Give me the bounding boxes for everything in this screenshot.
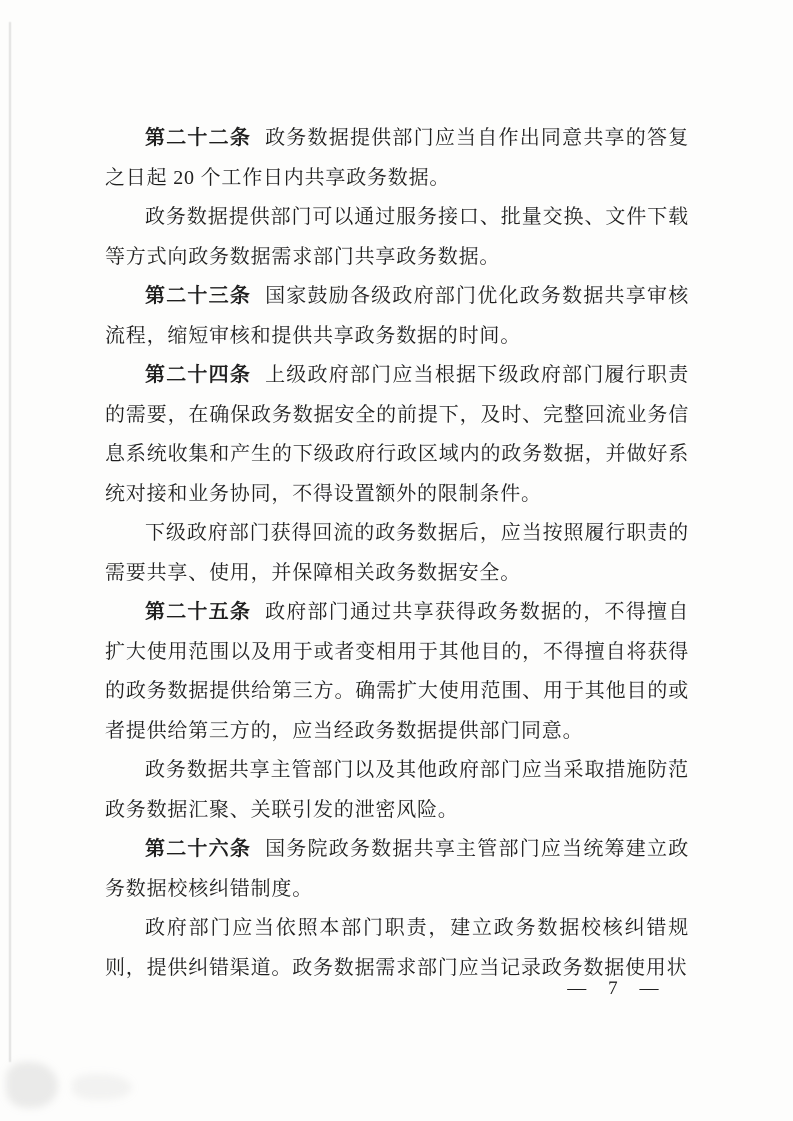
article-paragraph: 第二十二条 政务数据提供部门应当自作出同意共享的答复之日起 20 个工作日内共享政务数据。 xyxy=(105,127,690,189)
scan-artifact-smudge xyxy=(72,1074,132,1100)
body-paragraph: 政务数据提供部门可以通过服务接口、批量交换、文件下载等方式向政务数据需求部门共享政务数据。 xyxy=(105,206,689,268)
page-number: — 7 — xyxy=(567,978,667,999)
body-paragraph: 政府部门应当依照本部门职责，建立政务数据校核纠错规则，提供纠错渠道。政务数据需求部门应当记录政务数据使用状 xyxy=(105,917,689,979)
article-paragraph: 第二十四条 上级政府部门应当根据下级政府部门履行职责的需要，在确保政务数据安全的前提下，及时、完整回流业务信息系统收集和产生的下级政府行政区域内的政务数据，并做好系统对接和业务协同，不得设置额外的限制条件。 xyxy=(105,364,690,505)
article-number: 第二十六条 xyxy=(145,838,252,860)
body-paragraph: 下级政府部门获得回流的政务数据后，应当按照履行职责的需要共享、使用，并保障相关政务数据安全。 xyxy=(105,522,689,584)
article-paragraph: 第二十五条 政府部门通过共享获得政务数据的，不得擅自扩大使用范围以及用于或者变相用于其他目的，不得擅自将获得的政务数据提供给第三方。确需扩大使用范围、用于其他目的或者提供给第三方的，应当经政务数据提供部门同意。 xyxy=(105,601,690,742)
scan-artifact-left-edge xyxy=(9,22,11,1062)
article-number: 第二十三条 xyxy=(145,285,252,307)
article-number: 第二十四条 xyxy=(145,364,252,386)
article-number: 第二十五条 xyxy=(145,601,252,623)
article-number: 第二十二条 xyxy=(145,127,252,149)
article-paragraph: 第二十三条 国家鼓励各级政府部门优化政务数据共享审核流程，缩短审核和提供共享政务数据的时间。 xyxy=(105,285,690,347)
body-paragraph: 政务数据共享主管部门以及其他政府部门应当采取措施防范政务数据汇聚、关联引发的泄密风险。 xyxy=(105,759,689,821)
document-body xyxy=(105,119,689,988)
article-paragraph: 第二十六条 国务院政务数据共享主管部门应当统筹建立政务数据校核纠错制度。 xyxy=(105,838,690,900)
scan-artifact-smudge xyxy=(6,1062,58,1108)
